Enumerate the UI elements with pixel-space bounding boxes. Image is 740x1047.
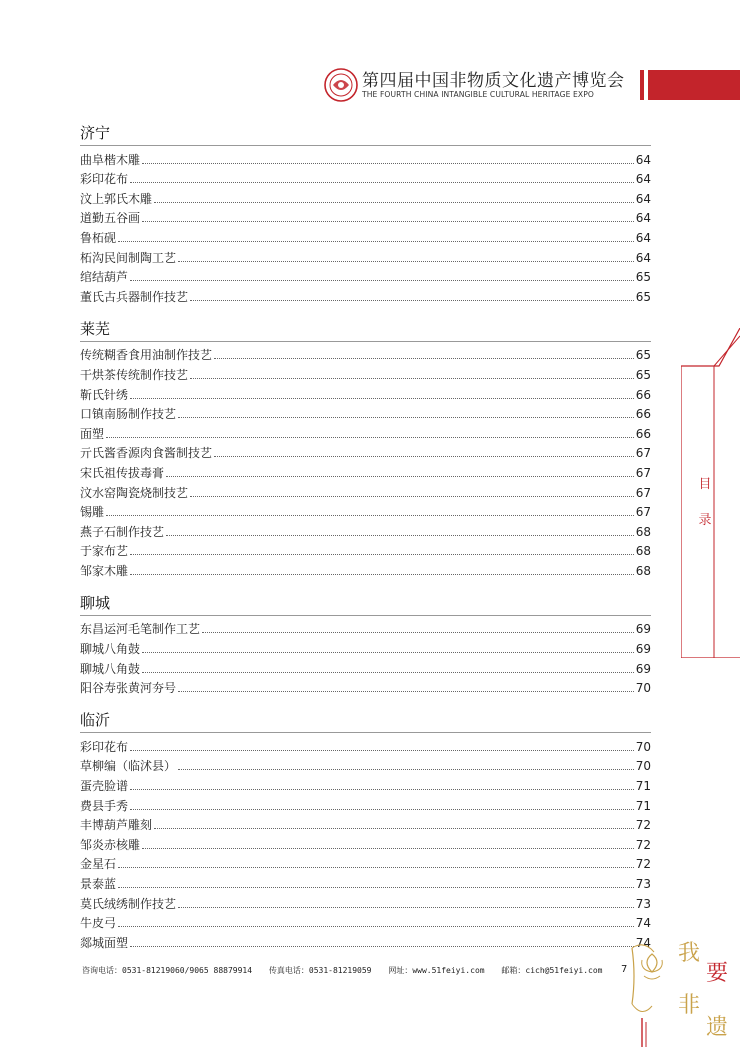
expo-subtitle: THE FOURTH CHINA INTANGIBLE CULTURAL HERITAGE EXPO xyxy=(362,90,594,99)
toc-entry-page: 71 xyxy=(635,779,651,794)
toc-entry-title: 口镇南肠制作技艺 xyxy=(80,407,177,422)
toc-entry-page: 70 xyxy=(635,739,651,754)
toc-entry-page: 74 xyxy=(635,935,651,950)
toc-entry-page: 65 xyxy=(635,367,651,382)
toc-entry-page: 69 xyxy=(635,622,651,637)
toc-entry-page: 66 xyxy=(635,407,651,422)
section-title: 临沂 xyxy=(80,709,651,733)
toc-dot-leader xyxy=(214,456,634,457)
brand-char-3: 非 xyxy=(678,993,701,1018)
toc-entry-page: 69 xyxy=(635,642,651,657)
toc-dot-leader xyxy=(130,182,634,183)
toc-entry-title: 彩印花布 xyxy=(80,172,129,187)
toc-entry-title: 鲁柘砚 xyxy=(80,230,117,245)
toc-dot-leader xyxy=(214,358,634,359)
toc-entry-page: 65 xyxy=(635,270,651,285)
toc-entry[interactable] xyxy=(80,481,651,501)
toc-entry[interactable] xyxy=(80,872,651,892)
toc-entry-page: 64 xyxy=(635,152,651,167)
toc-entry[interactable] xyxy=(80,755,651,775)
toc-dot-leader xyxy=(130,809,634,810)
toc-dot-leader xyxy=(178,417,634,418)
toc-entry[interactable] xyxy=(80,422,651,442)
toc-dot-leader xyxy=(118,926,634,927)
toc-entry-page: 72 xyxy=(635,818,651,833)
toc-entry[interactable] xyxy=(80,853,651,873)
toc-entry-page: 66 xyxy=(635,426,651,441)
toc-entry-page: 64 xyxy=(635,230,651,245)
toc-entry-title: 燕子石制作技艺 xyxy=(80,524,165,539)
toc-dot-leader xyxy=(202,632,634,633)
toc-entry-page: 72 xyxy=(635,857,651,872)
toc-entry-title: 面塑 xyxy=(80,426,105,441)
toc-entry[interactable] xyxy=(80,403,651,423)
toc-entry-page: 64 xyxy=(635,191,651,206)
toc-entry[interactable] xyxy=(80,833,651,853)
toc-dot-leader xyxy=(178,261,634,262)
toc-entry[interactable] xyxy=(80,735,651,755)
toc-entry[interactable] xyxy=(80,187,651,207)
toc-entry-page: 64 xyxy=(635,172,651,187)
toc-entry[interactable] xyxy=(80,148,651,168)
toc-dot-leader xyxy=(118,867,634,868)
toc-entry[interactable] xyxy=(80,814,651,834)
toc-entry-title: 景泰蓝 xyxy=(80,877,117,891)
brand-mark-icon xyxy=(612,918,740,1047)
toc-section xyxy=(80,592,651,696)
toc-entry-title: 曲阜楷木雕 xyxy=(80,152,141,167)
toc-entry-title: 丰博葫芦雕刻 xyxy=(80,818,153,833)
toc-entry[interactable] xyxy=(80,931,651,951)
toc-dot-leader xyxy=(130,280,634,281)
section-title: 莱芜 xyxy=(80,318,651,342)
toc-entry[interactable] xyxy=(80,912,651,932)
toc-entry[interactable] xyxy=(80,794,651,814)
toc-entry-title: 阳谷寿张黄河夯号 xyxy=(80,681,177,696)
toc-dot-leader xyxy=(178,907,634,908)
toc-entry[interactable] xyxy=(80,501,651,521)
toc-entry-page: 73 xyxy=(635,896,651,911)
header-accent-thin-bar xyxy=(640,70,644,100)
toc-entry[interactable] xyxy=(80,363,651,383)
toc-entry-page: 73 xyxy=(635,877,651,891)
toc-entry-page: 68 xyxy=(635,563,651,578)
toc-dot-leader xyxy=(106,437,634,438)
toc-side-tab xyxy=(681,328,740,658)
toc-dot-leader xyxy=(106,515,634,516)
toc-entry-title: 莫氏绒绣制作技艺 xyxy=(80,896,177,911)
toc-dot-leader xyxy=(190,496,634,497)
toc-entry-title: 传统糊香食用油制作技艺 xyxy=(80,348,213,363)
toc-entry[interactable] xyxy=(80,520,651,540)
footer-website: 网址：www.51feiyi.com xyxy=(388,966,485,975)
page-header xyxy=(324,66,740,106)
section-title: 聊城 xyxy=(80,592,651,616)
toc-entry-page: 70 xyxy=(635,759,651,774)
toc-entry-title: 蛋壳脸谱 xyxy=(80,779,129,794)
toc-entry[interactable] xyxy=(80,442,651,462)
toc-entry-title: 董氏古兵器制作技艺 xyxy=(80,289,189,304)
brand-char-1: 我 xyxy=(678,941,701,966)
toc-entry-page: 74 xyxy=(635,916,651,931)
footer-email: 邮箱：cich@51feiyi.com xyxy=(501,966,603,975)
expo-title: 第四届中国非物质文化遗产博览会 xyxy=(362,71,625,91)
toc-entry-page: 67 xyxy=(635,465,651,480)
toc-entry-title: 锡雕 xyxy=(80,505,105,520)
toc-entry-page: 64 xyxy=(635,211,651,226)
toc-entry[interactable] xyxy=(80,892,651,912)
toc-entry[interactable] xyxy=(80,285,651,305)
toc-entry-page: 72 xyxy=(635,837,651,852)
toc-entry-title: 亓氏酱香源肉食酱制技艺 xyxy=(80,446,213,461)
toc-entry-page: 71 xyxy=(635,798,651,813)
toc-dot-leader xyxy=(118,887,634,888)
toc-entry[interactable] xyxy=(80,344,651,364)
expo-logo-icon xyxy=(324,68,358,102)
toc-entry-title: 靳氏针绣 xyxy=(80,387,129,402)
toc-entry-title: 彩印花布 xyxy=(80,739,129,754)
footer-fax: 传真电话：0531-81219059 xyxy=(268,966,372,975)
toc-entry-page: 64 xyxy=(635,250,651,265)
toc-entry-page: 67 xyxy=(635,505,651,520)
toc-entry-page: 65 xyxy=(635,289,651,304)
toc-dot-leader xyxy=(178,769,634,770)
toc-entry-page: 68 xyxy=(635,544,651,559)
toc-dot-leader xyxy=(142,221,634,222)
toc-entry[interactable] xyxy=(80,618,651,638)
toc-dot-leader xyxy=(130,574,634,575)
toc-entry-page: 66 xyxy=(635,387,651,402)
toc-entry[interactable] xyxy=(80,657,651,677)
toc-entry[interactable] xyxy=(80,461,651,481)
toc-entry-title: 于家布艺 xyxy=(80,544,129,559)
toc-entry-title: 汶水窑陶瓷烧制技艺 xyxy=(80,485,189,500)
toc-dot-leader xyxy=(178,691,634,692)
toc-entry[interactable] xyxy=(80,246,651,266)
toc-entry-page: 65 xyxy=(635,348,651,363)
header-accent-bar xyxy=(648,70,740,100)
brand-char-4: 遗 xyxy=(706,1015,729,1040)
toc-entry-title: 牛皮弓 xyxy=(80,916,117,931)
toc-dot-leader xyxy=(130,750,634,751)
toc-entry-title: 东昌运河毛笔制作工艺 xyxy=(80,622,201,637)
toc-dot-leader xyxy=(190,378,634,379)
toc-entry-page: 68 xyxy=(635,524,651,539)
footer-consult-phone: 咨询电话：0531-81219060/9065 88879914 xyxy=(82,966,253,975)
toc-dot-leader xyxy=(130,946,634,947)
toc-entry-title: 道勤五谷画 xyxy=(80,211,141,226)
toc-dot-leader xyxy=(166,535,634,536)
toc-entry[interactable] xyxy=(80,266,651,286)
toc-entry[interactable] xyxy=(80,207,651,227)
toc-entry[interactable] xyxy=(80,226,651,246)
toc-entry-page: 67 xyxy=(635,485,651,500)
toc-dot-leader xyxy=(142,848,634,849)
toc-entry-title: 邹家木雕 xyxy=(80,563,129,578)
page-footer xyxy=(82,965,614,976)
side-tab-char-1: 目 xyxy=(698,477,712,492)
toc-entry[interactable] xyxy=(80,559,651,579)
toc-entry[interactable] xyxy=(80,677,651,697)
toc-entry[interactable] xyxy=(80,540,651,560)
toc-entry[interactable] xyxy=(80,774,651,794)
brand-char-2: 要 xyxy=(706,961,729,986)
toc-dot-leader xyxy=(190,300,634,301)
toc-entry-page: 70 xyxy=(635,681,651,696)
toc-dot-leader xyxy=(130,554,634,555)
toc-entry[interactable] xyxy=(80,637,651,657)
toc-dot-leader xyxy=(166,476,634,477)
page-number: 7 xyxy=(621,964,628,975)
toc-entry-page: 67 xyxy=(635,446,651,461)
toc-dot-leader xyxy=(118,241,634,242)
toc-dot-leader xyxy=(130,398,634,399)
toc-section xyxy=(80,122,651,305)
toc-entry-title: 柘沟民间制陶工艺 xyxy=(80,250,177,265)
side-tab-char-2: 录 xyxy=(698,513,712,528)
toc-entry[interactable] xyxy=(80,168,651,188)
toc-dot-leader xyxy=(142,163,634,164)
toc-entry-title: 郯城面塑 xyxy=(80,935,129,950)
toc-entry-title: 干烘茶传统制作技艺 xyxy=(80,367,189,382)
toc-entry-title: 聊城八角鼓 xyxy=(80,642,141,657)
side-tab-label xyxy=(697,473,713,533)
toc-dot-leader xyxy=(130,789,634,790)
section-title: 济宁 xyxy=(80,122,651,146)
table-of-contents xyxy=(80,122,651,964)
toc-section xyxy=(80,709,651,951)
toc-entry-title: 费县手秀 xyxy=(80,798,129,813)
toc-entry-title: 汶上郭氏木雕 xyxy=(80,191,153,206)
toc-section xyxy=(80,318,651,579)
toc-entry-title: 金星石 xyxy=(80,857,117,872)
toc-dot-leader xyxy=(142,672,634,673)
toc-dot-leader xyxy=(142,652,634,653)
toc-entry-title: 宋氏祖传拔毒膏 xyxy=(80,465,165,480)
toc-entry-title: 邹炎赤核雕 xyxy=(80,837,141,852)
toc-dot-leader xyxy=(154,202,634,203)
toc-entry-page: 69 xyxy=(635,661,651,676)
toc-entry[interactable] xyxy=(80,383,651,403)
toc-entry-title: 聊城八角鼓 xyxy=(80,661,141,676)
toc-dot-leader xyxy=(154,828,634,829)
toc-entry-title: 绾结葫芦 xyxy=(80,270,129,285)
toc-entry-title: 草柳编（临沭县） xyxy=(80,759,177,774)
